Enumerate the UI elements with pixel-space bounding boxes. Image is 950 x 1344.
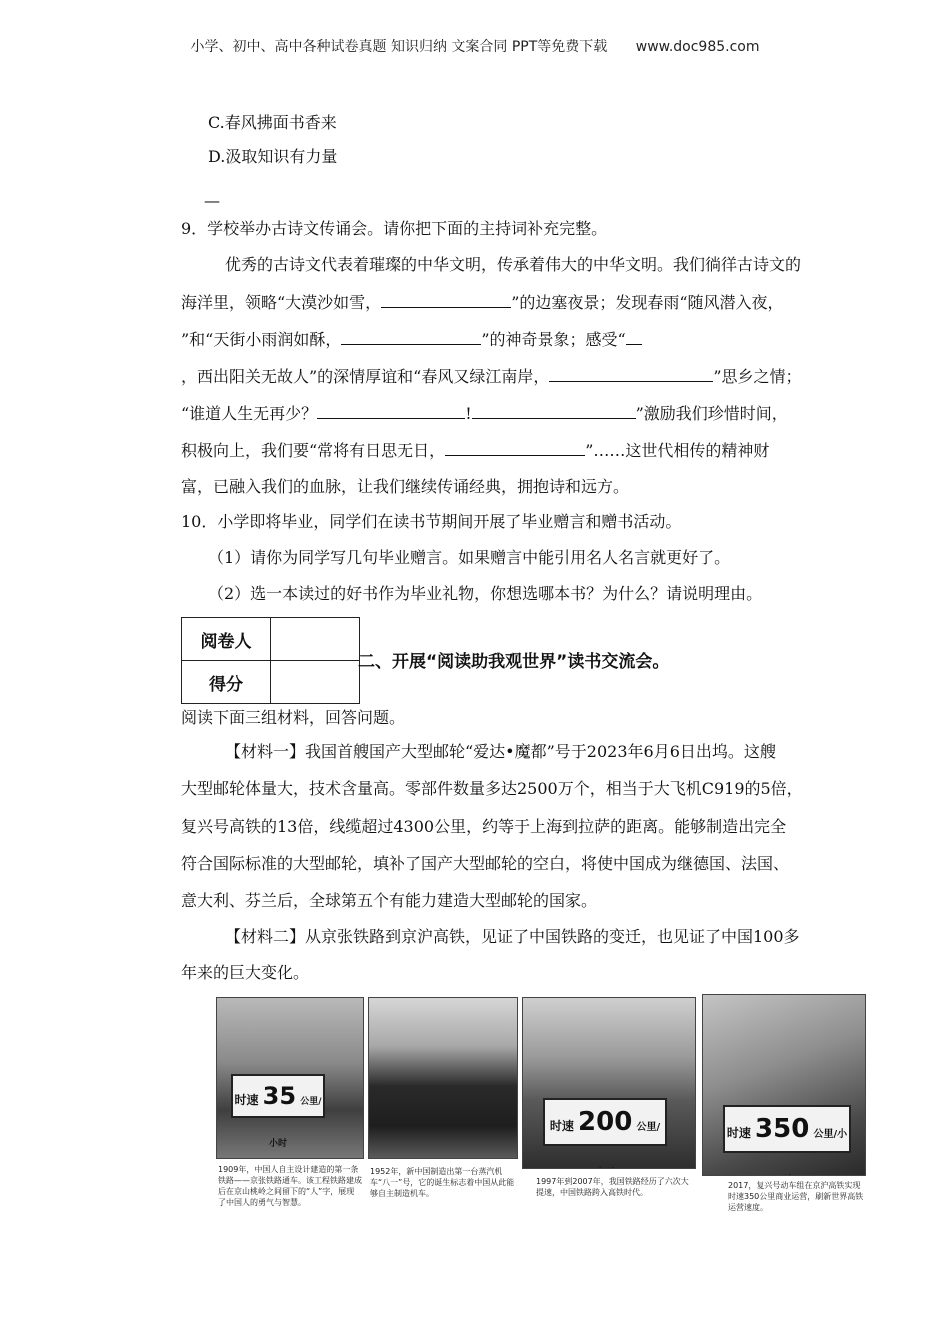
photo-4-prefix: 时速 <box>726 1126 751 1140</box>
photo-1-speed: 35 <box>262 1082 297 1110</box>
section-2-title: 二、开展“阅读助我观世界”读书交流会。 <box>358 652 670 672</box>
photo-4-caption: 2017，复兴号动车组在京沪高铁实现时速350公里商业运营，刷新世界高铁运营速度。 <box>728 1181 864 1212</box>
reviewer-label: 阅卷人 <box>182 618 271 661</box>
railway-photo-4 <box>702 994 866 1176</box>
answer-dash: — <box>204 191 220 210</box>
material-2-line-1: 【材料二】从京张铁路到京沪高铁，见证了中国铁路的变迁，也见证了中国100多 <box>225 927 800 946</box>
option-d: D.汲取知识有力量 <box>208 147 338 166</box>
header-url[interactable]: www.doc985.com <box>635 39 760 55</box>
q9-line-2-a: 海洋里，领略“大漠沙如雪， <box>181 293 382 312</box>
photo-4-speed: 350 <box>755 1114 810 1144</box>
q9-line-4 <box>181 365 802 388</box>
q9-blank-5[interactable] <box>317 402 465 419</box>
header-site-text: 小学、初中、高中各种试卷真题 知识归纳 文案合同 PPT等免费下载 <box>190 39 608 55</box>
speed-badge-3 <box>543 1098 667 1146</box>
photo-3-prefix: 时速 <box>549 1119 574 1133</box>
speed-badge-4 <box>723 1105 851 1153</box>
q9-line-5-a: “谁道人生无再少？ <box>181 404 318 423</box>
score-label: 得分 <box>182 661 271 704</box>
photo-3-speed: 200 <box>578 1107 633 1137</box>
q9-line-3 <box>181 328 642 351</box>
photo-1-caption: 1909年，中国人自主设计建造的第一条铁路——京张铁路通车。该工程铁路建成后在京山桃岭之间留下的“人”字，展现了中国人的勇气与智慧。 <box>218 1165 362 1207</box>
page-header <box>0 36 950 56</box>
q9-line-6-b: ”……这世代相传的精神财 <box>585 441 770 460</box>
photo-2-caption: 1952年，新中国制造出第一台蒸汽机车“八一”号，它的诞生标志着中国从此能够自主制造机车。 <box>370 1167 515 1198</box>
photo-1-prefix: 时速 <box>234 1093 259 1107</box>
photo-2-image <box>369 998 517 1158</box>
q9-blank-6[interactable] <box>472 402 636 419</box>
material-1-line-1: 【材料一】我国首艘国产大型邮轮“爱达•魔都”号于2023年6月6日出坞。这艘 <box>225 742 776 761</box>
score-cell[interactable] <box>271 661 360 704</box>
railway-photo-2 <box>368 997 518 1159</box>
q9-line-3-b: ”的神奇景象；感受“ <box>481 330 626 349</box>
q9-line-2 <box>181 291 784 314</box>
reviewer-cell[interactable] <box>271 618 360 661</box>
section-2-intro: 阅读下面三组材料，回答问题。 <box>181 708 406 727</box>
q9-line-1: 优秀的古诗文代表着璀璨的中华文明，传承着伟大的中华文明。我们徜徉古诗文的 <box>225 255 802 274</box>
score-table <box>181 617 360 704</box>
speed-badge-1 <box>231 1074 325 1149</box>
q9-line-4-b: ”思乡之情； <box>713 367 802 386</box>
q9-blank-1[interactable] <box>381 291 511 308</box>
q9-blank-7[interactable] <box>445 439 585 456</box>
photo-3-unit: 公里/ <box>636 1122 661 1133</box>
q9-line-6 <box>181 439 769 462</box>
railway-photo-3 <box>522 997 696 1169</box>
q9-line-6-a: 积极向上，我们要“常将有日思无日， <box>181 441 446 460</box>
material-1-line-3: 复兴号高铁的13倍，线缆超过4300公里，约等于上海到拉萨的距离。能够制造出完全 <box>181 817 787 836</box>
q9-title: 9．学校举办古诗文传诵会。请你把下面的主持词补充完整。 <box>181 219 608 238</box>
q9-line-5-b: ! <box>465 404 472 423</box>
railway-photo-1 <box>216 997 364 1159</box>
material-1-line-5: 意大利、芬兰后，全球第五个有能力建造大型邮轮的国家。 <box>181 891 598 910</box>
q9-line-4-a: ，西出阳关无故人”的深情厚谊和“春风又绿江南岸， <box>181 367 550 386</box>
material-1-line-4: 符合国际标准的大型邮轮，填补了国产大型邮轮的空白，将使中国成为继德国、法国、 <box>181 854 790 873</box>
material-1-line-2: 大型邮轮体量大，技术含量高。零部件数量多达2500万个，相当于大飞机C919的5倍， <box>181 779 803 798</box>
q9-blank-2[interactable] <box>341 328 481 345</box>
q9-line-3-a: ”和“天街小雨润如酥， <box>181 330 342 349</box>
q9-blank-3[interactable] <box>626 328 642 345</box>
q9-line-5-c: ”激励我们珍惜时间， <box>635 404 788 423</box>
photo-3-caption: 1997年到2007年，我国铁路经历了六次大提速，中国铁路跨入高铁时代。 <box>536 1177 689 1197</box>
q10-sub-1: （1）请你为同学写几句毕业赠言。如果赠言中能引用名人名言就更好了。 <box>208 548 731 567</box>
material-2-line-2: 年来的巨大变化。 <box>181 963 310 982</box>
q10-sub-2: （2）选一本读过的好书作为毕业礼物，你想选哪本书？为什么？请说明理由。 <box>208 584 763 603</box>
q9-line-2-b: ”的边塞夜景；发现春雨“随风潜入夜， <box>511 293 784 312</box>
photo-1-unit: 公里/小时 <box>268 1097 322 1149</box>
q9-line-5 <box>181 402 788 425</box>
q9-line-7: 富，已融入我们的血脉，让我们继续传诵经典，拥抱诗和远方。 <box>181 477 630 496</box>
q10-title: 10．小学即将毕业，同学们在读书节期间开展了毕业赠言和赠书活动。 <box>181 512 682 531</box>
q9-blank-4[interactable] <box>549 365 713 382</box>
photo-4-unit: 公里/小 <box>813 1129 848 1140</box>
option-c: C.春风拂面书香来 <box>208 113 337 132</box>
